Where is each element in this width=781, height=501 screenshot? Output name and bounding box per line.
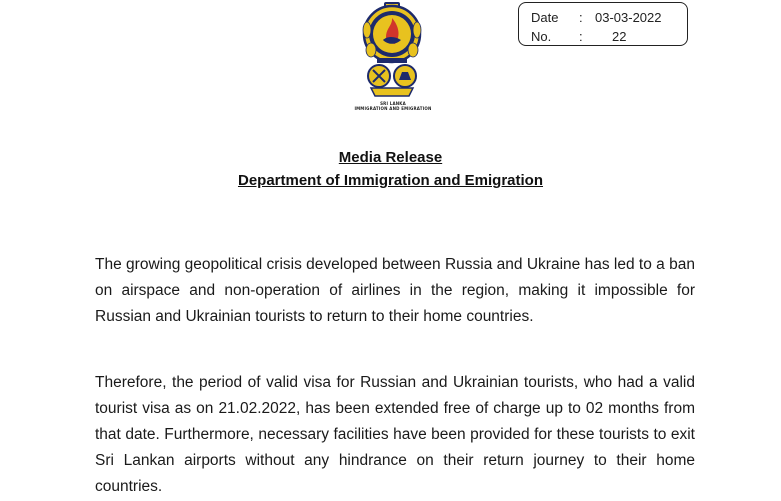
emblem-text-line1: SRI LANKA [380,101,406,106]
number-row [531,29,681,47]
date-label: Date [531,10,559,25]
emblem-text-line2: IMMIGRATION AND EMIGRATION [354,106,432,111]
number-label: No. [531,29,552,44]
department-emblem [355,0,431,112]
date-value: 03-03-2022 [595,10,662,25]
date-row [531,10,681,28]
reference-box [518,2,688,46]
body-paragraph-2: Therefore, the period of valid visa for Russian and Ukrainian tourists, who had a valid tourist visa as on 21.02.2022, has been extended free of charge up to 02 months from that date. Furthermore, necessary facilities have been provided for these tourists to exit Sri Lankan airports without any hindrance on their return journey to their home countries. [95,374,695,495]
number-separator: : [579,29,583,44]
document-title: Media Release [338,149,443,166]
number-value: 22 [612,29,627,44]
document-subtitle: Department of Immigration and Emigration [237,172,544,189]
body-paragraph-1: The growing geopolitical crisis developed between Russia and Ukraine has led to a ban on airspace and non-operation of airlines in the region, making it impossible for Russian and Ukrainian tourists to return to their home countries. [95,256,695,325]
emblem-icon [357,0,427,100]
date-separator: : [579,10,583,25]
